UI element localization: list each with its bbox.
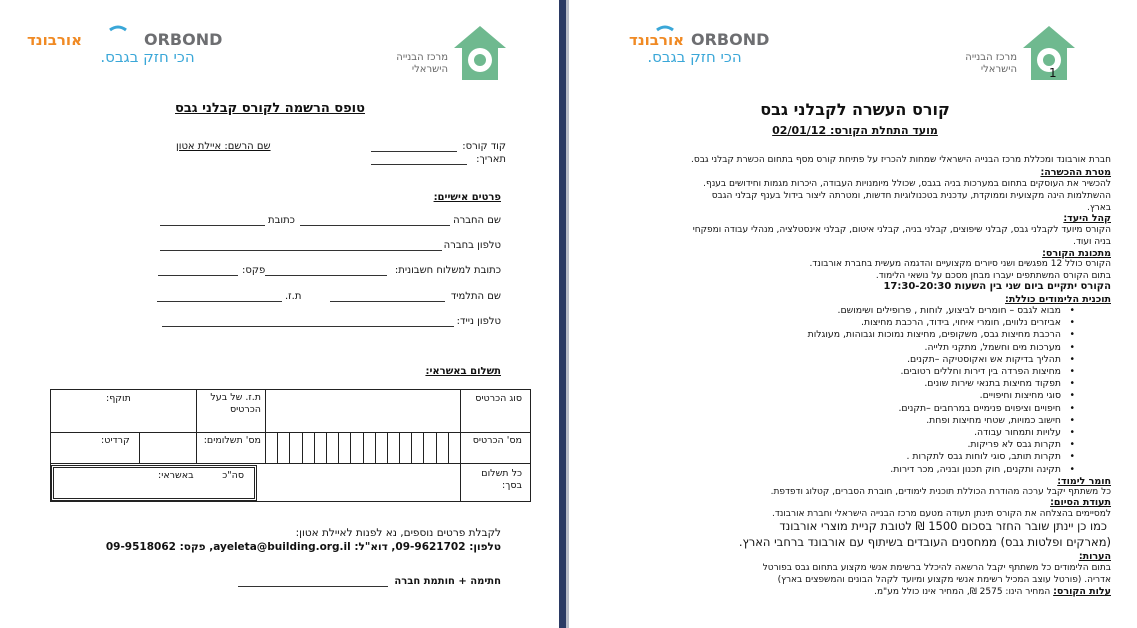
building-center-line2: הישראלי <box>411 64 448 75</box>
page-divider <box>556 0 575 628</box>
credit-label: קרדיט: <box>101 435 130 446</box>
syllabus-list <box>808 305 1075 476</box>
cost-text: המחיר הינו: 2575 ₪, המחיר אינו כולל מע"מ. <box>874 587 1051 597</box>
materials-text: כל משתתף יקבל ערכה מהודרת הכוללת תוכנית לימודים, חוברת הסברים, קטלוג ודפדפת. <box>770 487 1111 497</box>
course_structure_lines-line: בתום הקורס המשתתפים יעברו מבחן מסכם על נושאי הלימוד. <box>875 271 1111 281</box>
cost-title: עלות הקורס: <box>1053 586 1111 597</box>
syllabus-item: • מבוא לגבס – חומרים לביצוע, לוחות , פרופילים ושימושם. <box>808 305 1075 317</box>
date-label: תאריך: <box>476 154 506 165</box>
card-number-label: מס' הכרטיס <box>472 435 522 446</box>
target-audience-text <box>693 224 1111 248</box>
training-goal-title: מטרת ההכשרה: <box>1040 167 1111 178</box>
syllabus-item: • תקרות גבס לא פריקות. <box>808 439 1075 451</box>
billing-address-field[interactable] <box>265 275 387 276</box>
syllabus-item: • תפקוד מחיצות בתנאי שירות שונים. <box>808 378 1075 390</box>
orbond-slogan: הכי חזק בגבס. <box>100 48 195 66</box>
page-number: 1 <box>1049 66 1057 80</box>
validity-label: תוקף: <box>106 393 131 404</box>
syllabus-item: • אביזרים נלווים, חומרי איחוי, בידוד, הרכבת מחיצות. <box>808 317 1075 329</box>
signature-label: חתימה + חותמת חברה <box>394 576 501 587</box>
notes_lines-line: אדריה. (פורטל עוצב המכיל רשימת אנשי מקצוע ומיועד לקהל הבונים והמשפצים בארץ) <box>777 575 1111 585</box>
contact-instructions: לקבלת פרטים נוספים, נא לפנות לאיילת אטון: <box>295 527 501 539</box>
approval-label: באשראי: <box>158 470 194 481</box>
orbond-hebrew-wordmark-right: אורבונד <box>629 31 685 49</box>
form-title: טופס הרשמה לקורס קבלני גבס <box>175 101 365 116</box>
syllabus-item: • סוגי מחיצות וחיפויים. <box>808 390 1075 402</box>
digit-box-divider <box>302 432 303 463</box>
digit-box-divider <box>411 432 412 463</box>
signature-field[interactable] <box>238 586 388 587</box>
digit-box-divider <box>399 432 400 463</box>
notes-title: הערות: <box>1078 551 1111 562</box>
payments-count-label: מס' תשלומים: <box>203 435 261 446</box>
address-label: כתובת <box>268 215 295 226</box>
building-center-line1: מרכז הבנייה <box>396 52 448 63</box>
target_audience_lines-line: הקורס מיועד לקבלני גבס, קבלני שיפוצים, קבלני בניה, קבלני איטום, קבלני אינסטלציה, מנהלי עבודה ומפקחי <box>692 225 1111 235</box>
registration-form-page <box>0 0 556 628</box>
syllabus-item: • מחיצות הפרדה בין דירות וחללים רטובים. <box>808 366 1075 378</box>
target_audience_lines-line: בניה ועוד. <box>1073 237 1111 247</box>
materials-title: חומר לימוד: <box>1057 476 1111 487</box>
building-center-logo <box>398 24 508 86</box>
building-center-caption-right <box>965 52 1017 76</box>
credit-card-table <box>50 389 531 502</box>
digit-box-divider <box>338 432 339 463</box>
student-name-label: שם התלמיד <box>450 291 501 302</box>
total-label: סה"כ <box>222 470 244 481</box>
syllabus-item: • חישוב כמויות, שטחי מחיצות ופחת. <box>808 415 1075 427</box>
id-field[interactable] <box>157 301 282 302</box>
digit-box-divider <box>277 432 278 463</box>
target-audience-title: קהל היעד: <box>1063 213 1111 224</box>
cost-line <box>874 586 1111 597</box>
company-phone-field[interactable] <box>160 250 442 251</box>
syllabus-item: • מערכות מים וחשמל, מתקני תלייה. <box>808 342 1075 354</box>
fax-field[interactable] <box>158 275 238 276</box>
syllabus-title: תוכנית הלימודים כוללת: <box>1005 294 1111 305</box>
personal-details-title: פרטים אישיים: <box>433 192 501 203</box>
house-icon <box>452 24 508 82</box>
mobile-field[interactable] <box>162 326 454 327</box>
course-structure-title: מתכונת הקורס: <box>1042 248 1111 259</box>
syllabus-item: • תהליך בדיקות אש ואקוסטיקה –תקנים. <box>808 354 1075 366</box>
total-payment-label: כל תשלום בסך: <box>481 468 522 491</box>
course-title: קורס העשרה לקבלני גבס <box>760 100 950 119</box>
billing-address-label: כתובת למשלוח חשבונית: <box>394 265 501 276</box>
start-date: מועד התחלת הקורס: 02/01/12 <box>772 124 938 137</box>
student-name-field[interactable] <box>330 301 445 302</box>
digit-box-divider <box>326 432 327 463</box>
course-code-label: קוד קורס: <box>462 141 506 152</box>
notes_lines-line: בתום הלימודים כל משתתף יקבל הרשאה להיכלל ברשימת אנשי מקצוע בתחום גבס בפורטל <box>762 563 1111 573</box>
company-phone-label: טלפון בחברה <box>443 240 501 251</box>
digit-box-divider <box>448 432 449 463</box>
building-center-caption <box>396 52 448 76</box>
contact-details[interactable]: טלפון: 09-9621702, דוא"ל: ayeleta@building.org.il, פקס: 09-9518062 <box>105 541 501 553</box>
digit-box-divider <box>350 432 351 463</box>
digit-box-divider <box>289 432 290 463</box>
voucher-line1: כמו כן יינתן שובר החזר בסכום 1500 ₪ לטובת קניית מוצרי אורבונד <box>779 519 1107 533</box>
notes-text <box>763 562 1111 586</box>
digit-box-divider <box>314 432 315 463</box>
mobile-label: טלפון נייד: <box>456 316 501 327</box>
training_goal_lines-line: ההשתלמות הינה מקצועית וממוקדת, עדכנית בטכנולוגיות חדשות, ומטרתה ליצור בידול בענף קבלני הגבס <box>711 191 1111 201</box>
company-name-label: שם החברה <box>453 215 501 226</box>
address-field[interactable] <box>160 225 265 226</box>
certificate-title: תעודת הסיום: <box>1050 497 1111 508</box>
syllabus-item: • חיפויים וציפוים פנימיים במרחבים –תקנים. <box>808 403 1075 415</box>
syllabus-item: • עלויות ותמחור עבודה. <box>808 427 1075 439</box>
syllabus-item: • תקינה ותקנים, חוק תכנון ובניה, מכר דירות. <box>808 464 1075 476</box>
syllabus-item: • תקרות תותב, סוגי לוחות גבס לתקרות . <box>808 451 1075 463</box>
card-holder-id-label: ת.ז. של בעל הכרטיס <box>210 392 261 415</box>
company-name-field[interactable] <box>300 225 450 226</box>
orbond-latin-wordmark-right: ORBOND <box>691 30 770 49</box>
course_structure_lines-line: הקורס כולל 12 מפגשים ושני סיורים מקצועיים והדגמה מעשית בחברת אורבונד. <box>809 259 1111 269</box>
card-type-label: סוג הכרטיס <box>475 393 522 404</box>
digit-box-divider <box>423 432 424 463</box>
certificate-text: למסיימים בהצלחה את הקורס תינתן תעודה מטעם מרכז הבנייה הישראלי וחברת אורבונד. <box>771 509 1111 519</box>
syllabus-item: • הרכבת מחיצות גבס, משקופים, מחיצות נמוכות וגבוהות, מעוגלות <box>808 329 1075 341</box>
approval-box[interactable] <box>51 465 257 501</box>
orbond-latin-wordmark: ORBOND <box>144 30 223 49</box>
date-field[interactable] <box>371 164 467 165</box>
course-info-page <box>575 0 1137 628</box>
course-intro: חברת אורבונד ומכללת מרכז הבנייה הישראלי שמחות להכריז על פתיחת קורס מסף בתחום הכשרת קבלני גבס. <box>691 155 1111 165</box>
training-goal-text <box>703 178 1111 214</box>
course-schedule: הקורס יתקיים ביום שני בין השעות 17:30-20:30 <box>883 281 1111 292</box>
orbond-logo <box>26 18 223 68</box>
registrar-label: שם הרשם: איילת אטון <box>176 141 271 152</box>
building-center-line2-right: הישראלי <box>980 64 1017 75</box>
building-center-logo-right <box>967 24 1077 86</box>
digit-box-divider <box>436 432 437 463</box>
id-label: ת.ז. <box>285 291 302 302</box>
orbond-logo-right <box>627 18 770 68</box>
training_goal_lines-line: בארץ. <box>1086 203 1111 213</box>
fax-label: פקס: <box>242 265 266 276</box>
course-structure-text <box>809 258 1111 282</box>
orbond-slogan-right: הכי חזק בגבס. <box>647 48 742 66</box>
training_goal_lines-line: להכשיר את העוסקים בתחום במערכות בניה בגבס, שכולל מיומנויות העבודה, היכרות מגמות וחידושים בענף. <box>703 179 1111 189</box>
building-center-line1-right: מרכז הבנייה <box>965 52 1017 63</box>
digit-box-divider <box>387 432 388 463</box>
credit-payment-title: תשלום באשראי: <box>425 366 501 377</box>
course-code-field[interactable] <box>371 151 457 152</box>
digit-box-divider <box>375 432 376 463</box>
voucher-line2: (מארקים ופלטות גבס) ממחסנים העובדים בשיתוף עם אורבונד ברחבי הארץ. <box>738 535 1111 549</box>
digit-box-divider <box>363 432 364 463</box>
orbond-hebrew-wordmark: אורבונד <box>26 31 82 49</box>
card-number-digit-boxes[interactable] <box>265 432 460 463</box>
